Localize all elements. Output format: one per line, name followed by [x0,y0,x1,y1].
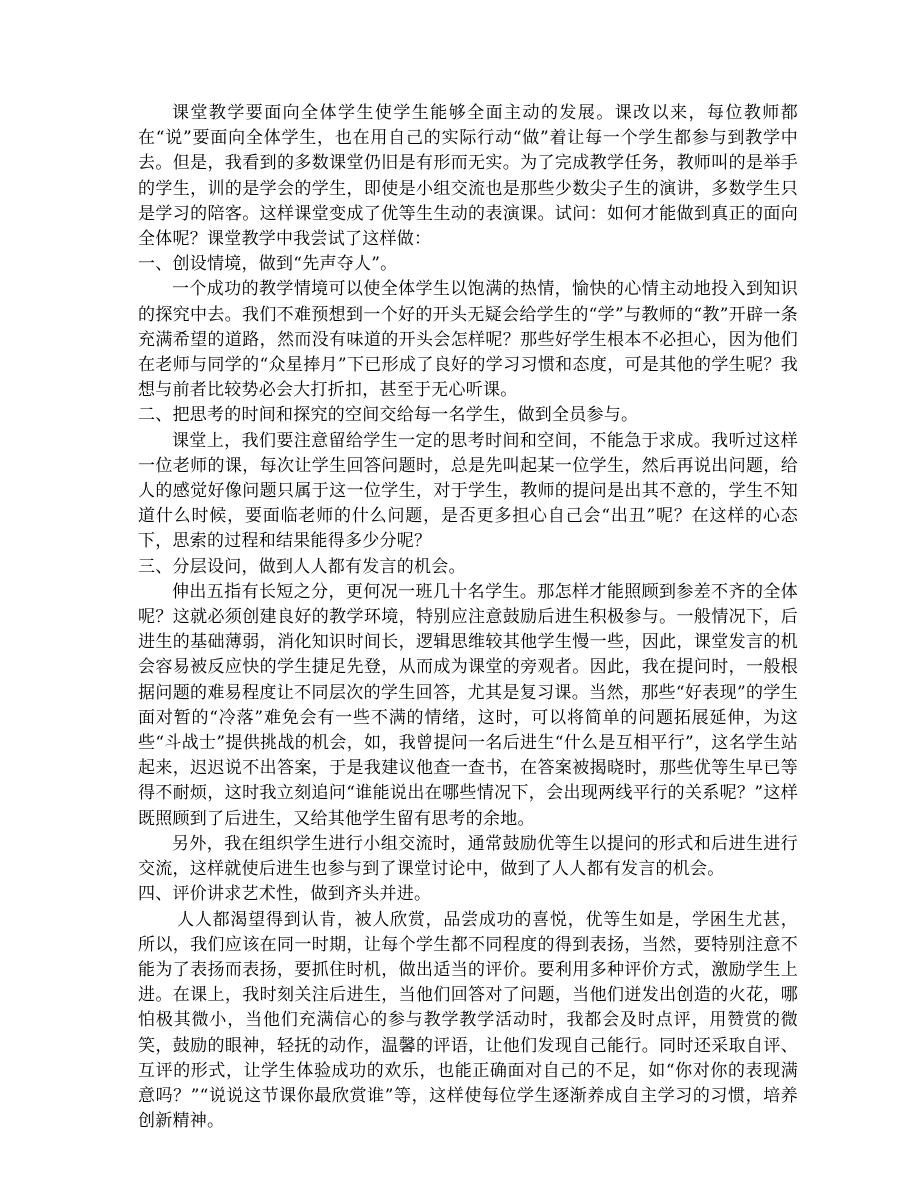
section-heading-1: 一、创设情境，做到“先声夺人”。 [138,254,398,275]
section-heading-4: 四、评价讲求艺术性，做到齐头并进。 [138,884,432,905]
section-heading-2: 二、把思考的时间和探究的空间交给每一名学生，做到全员参与。 [138,405,639,426]
section-3-paragraph-1: 伸出五指有长短之分，更何况一班几十名学生。那怎样才能照顾到参差不齐的全体呢？这就必须创建良好的教学环境，特别应注意鼓励后进生积极参与。一般情况下，后进生的基础薄弱，消化知识时间长，逻辑思维较其他学生慢一些，因此，课堂发言的机会容易被反应快的学生捷足先登，从而成为课堂的旁观者。因此，我在提问时，一般根据问题的难易程度让不同层次的学生回答，尤其是复习课。当然，那些“好表现”的学生面对暂的“冷落”难免会有一些不满的情绪，这时，可以将简单的问题拓展延伸，为这些“斗战士”提供挑战的机会，如，我曾提问一名后进生“什么是互相平行”，这名学生站起来，迟迟说不出答案，于是我建议他查一查书，在答案被揭晓时，那些优等生早已等得不耐烦，这时我立刻追问“谁能说出在哪些情况下，会出现两线平行的关系呢？”这样既照顾到了后进生，又给其他学生留有思考的余地。 [138,581,798,829]
section-heading-3: 三、分层设问，做到人人都有发言的机会。 [138,556,466,577]
document-body [138,101,798,1134]
section-3-paragraph-2: 另外，我在组织学生进行小组交流时，通常鼓励优等生以提问的形式和后进生进行交流，这样就使后进生也参与到了课堂讨论中，做到了人人都有发言的机会。 [138,833,798,880]
intro-paragraph: 课堂教学要面向全体学生使学生能够全面主动的发展。课改以来，每位教师都在“说”要面向全体学生，也在用自己的实际行动“做”着让每一个学生都参与到教学中去。但是，我看到的多数课堂仍旧是有形而无实。为了完成教学任务，教师叫的是举手的学生，训的是学会的学生，即使是小组交流也是那些少数尖子生的演讲，多数学生只是学习的陪客。这样课堂变成了优等生生动的表演课。试问：如何才能做到真正的面向全体呢？课堂教学中我尝试了这样做： [138,103,798,250]
section-4-paragraph: 人人都渴望得到认肯，被人欣赏，品尝成功的喜悦，优等生如是，学困生尤甚，所以，我们应该在同一时期，让每个学生都不同程度的得到表扬，当然，要特别注意不能为了表扬而表扬，要抓住时机，做出适当的评价。要利用多种评价方式，激励学生上进。在课上，我时刻关注后进生，当他们回答对了问题，当他们迸发出创造的火花，哪怕极其微小，当他们充满信心的参与教学教学活动时，我都会及时点评，用赞赏的微笑，鼓励的眼神，轻抚的动作，温馨的评语，让他们发现自己能行。同时还采取自评、互评的形式，让学生体验成功的欢乐，也能正确面对自己的不足，如“你对你的表现满意吗？”“说说这节课你最欣赏谁”等，这样使每位学生逐渐养成自主学习的习惯，培养创新精神。 [138,909,798,1132]
section-1-paragraph: 一个成功的教学情境可以使全体学生以饱满的热情，愉快的心情主动地投入到知识的探究中去。我们不难预想到一个好的开头无疑会给学生的“学”与教师的“教”开辟一条充满希望的道路，然而没有味道的开头会怎样呢？那些好学生根本不必担心，因为他们在老师与同学的“众星捧月”下已形成了良好的学习习惯和态度，可是其他的学生呢？我想与前者比较势必会大打折扣，甚至于无心听课。 [138,279,798,401]
section-2-paragraph: 课堂上，我们要注意留给学生一定的思考时间和空间，不能急于求成。我听过这样一位老师的课，每次让学生回答问题时，总是先叫起某一位学生，然后再说出问题，给人的感觉好像问题只属于这一位学生，对于学生，教师的提问是出其不意的，学生不知道什么时候，要面临老师的什么问题，是否更多担心自己会“出丑”呢？在这样的心态下，思索的过程和结果能得多少分呢？ [138,430,798,552]
